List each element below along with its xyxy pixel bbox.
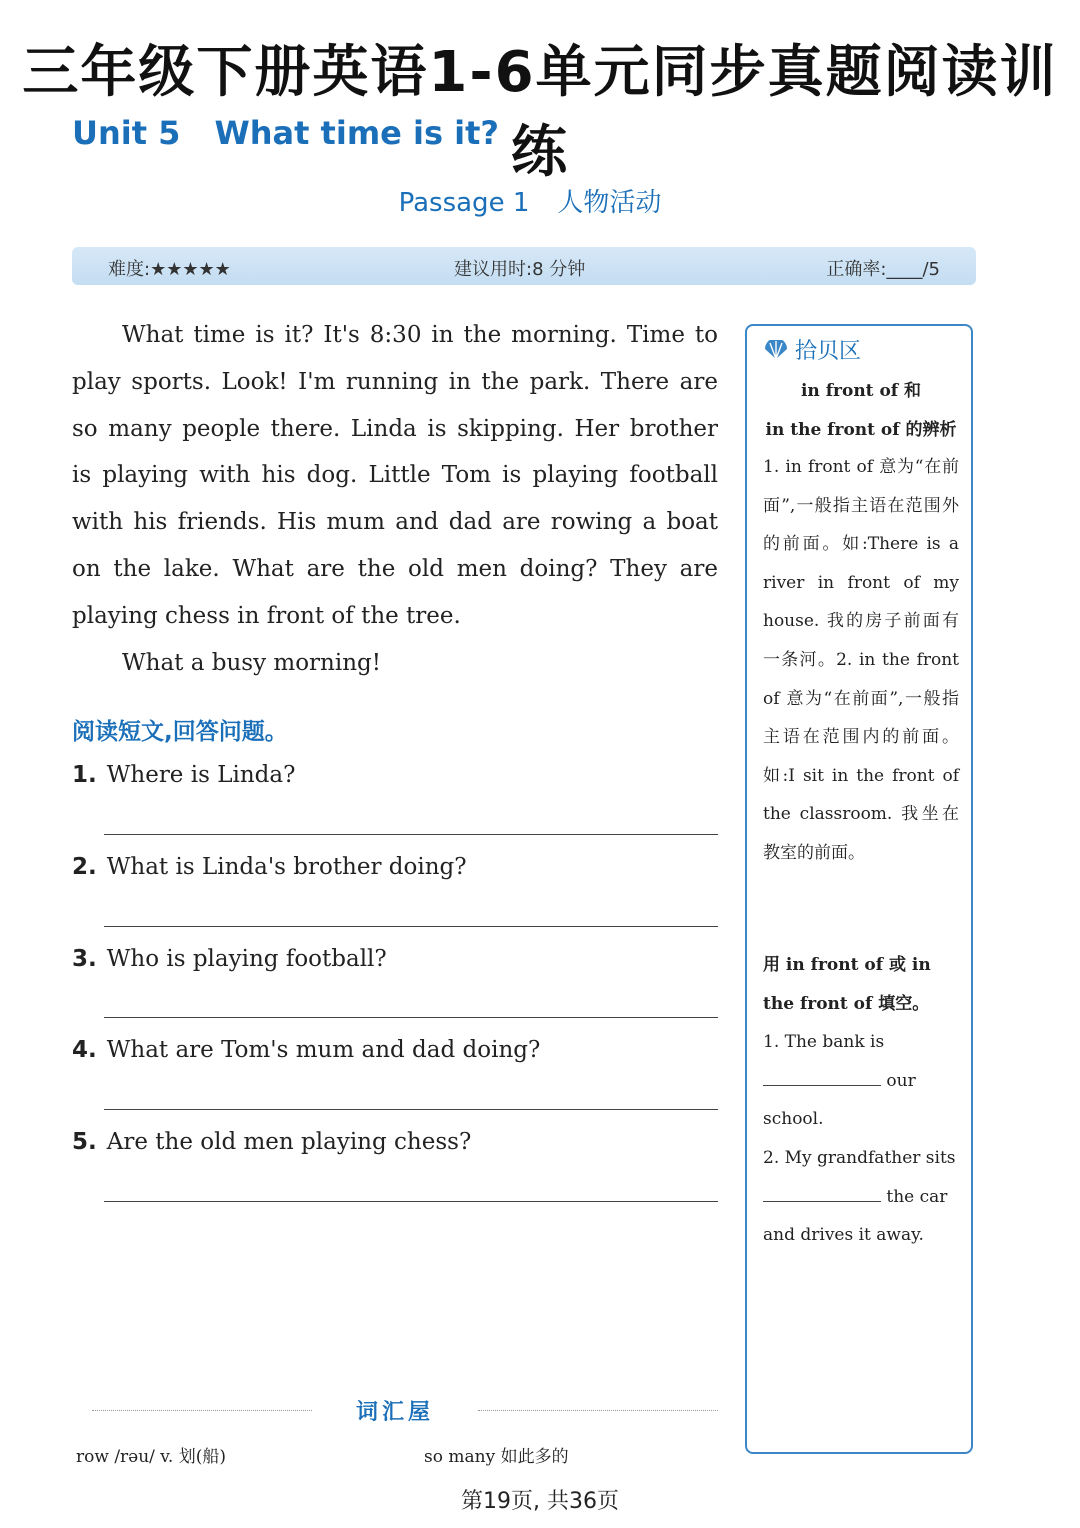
reading-passage <box>72 312 718 686</box>
info-bar <box>72 247 976 285</box>
answer-line-3[interactable] <box>104 1017 718 1018</box>
question-1 <box>72 762 295 788</box>
exercise-2-text-a: 2. My grandfather sits <box>763 1147 956 1168</box>
sidebar-explanation: 1. in front of 意为“在前面”,一般指主语在范围外的前面。如:There is a river in front of my house. 我的房子前面有一条河。2. in the front of 意为“在前面”,一般指主语在范围内的前面。如:I sit in the front of the classroom. 我坐在教室的前面。 <box>763 457 959 863</box>
unit-name: What time is it? <box>214 114 499 152</box>
question-2 <box>72 854 467 880</box>
passage-topic: 人物活动 <box>557 188 662 218</box>
sidebar-subtitle-1: in front of 和 <box>800 381 922 401</box>
sidebar-header <box>763 334 861 365</box>
question-number: 4. <box>72 1037 97 1063</box>
sidebar-subtitle-2: in the front of 的辨析 <box>765 420 957 440</box>
sidebar-exercise <box>763 946 959 1255</box>
exercise-2-text-b: the car and drives it away. <box>763 1186 948 1246</box>
question-text: What are Tom's mum and dad doing? <box>106 1037 541 1063</box>
vocab-divider-left <box>92 1410 312 1411</box>
question-4 <box>72 1037 540 1063</box>
question-5 <box>72 1129 471 1155</box>
exercise-item-2 <box>763 1139 959 1255</box>
exercise-1-text-a: 1. The bank is <box>763 1032 885 1053</box>
exercise-2-blank[interactable] <box>763 1188 881 1202</box>
answer-line-5[interactable] <box>104 1201 718 1202</box>
question-text: What is Linda's brother doing? <box>106 854 467 880</box>
question-number: 5. <box>72 1129 97 1155</box>
unit-label: Unit 5 <box>72 114 181 152</box>
exercise-heading: 用 in front of 或 in the front of 填空。 <box>763 955 931 1014</box>
passage-paragraph-2: What a busy morning! <box>122 649 381 676</box>
answer-line-1[interactable] <box>104 834 718 835</box>
passage-title <box>0 182 1060 219</box>
question-text: Where is Linda? <box>106 762 296 788</box>
exercise-1-blank[interactable] <box>763 1072 881 1086</box>
exercise-item-1 <box>763 1023 959 1139</box>
question-text: Are the old men playing chess? <box>106 1129 472 1155</box>
passage-label: Passage 1 <box>398 188 530 218</box>
answer-line-4[interactable] <box>104 1109 718 1110</box>
vocab-item-row: row /rəu/ v. 划(船) <box>76 1447 226 1467</box>
suggested-time-label: 建议用时:8 分钟 <box>454 259 586 280</box>
difficulty-label: 难度:★★★★★ <box>108 259 231 280</box>
question-number: 1. <box>72 762 97 788</box>
unit-title <box>72 114 499 152</box>
question-number: 2. <box>72 854 97 880</box>
question-text: Who is playing football? <box>106 946 387 972</box>
vocab-item-so-many: so many 如此多的 <box>424 1447 569 1467</box>
page-footer: 第19页, 共36页 <box>461 1489 619 1514</box>
exercise-1-text-b: our school. <box>763 1070 916 1130</box>
question-number: 3. <box>72 946 97 972</box>
main-title: 三年级下册英语1-6单元同步真题阅读训练 <box>22 40 1058 185</box>
vocab-title: 词汇屋 <box>355 1400 434 1425</box>
vocab-divider-right <box>478 1410 718 1411</box>
questions-heading: 阅读短文,回答问题。 <box>72 719 288 745</box>
passage-paragraph-1: What time is it? It's 8:30 in the morning. Time to play sports. Look! I'm running in the park. There are so many people there. Linda is skipping. Her brother is playing with his dog. Little Tom is playing football with his friends. His mum and dad are rowing a boat on the lake. What are the old men doing? They are playing chess in front of the tree. <box>72 322 718 629</box>
answer-line-2[interactable] <box>104 926 718 927</box>
sidebar-title: 拾贝区 <box>795 339 862 364</box>
shell-icon <box>763 340 789 360</box>
accuracy-label: 正确率:____/5 <box>826 259 940 280</box>
question-3 <box>72 946 387 972</box>
tips-sidebar <box>745 324 973 1454</box>
